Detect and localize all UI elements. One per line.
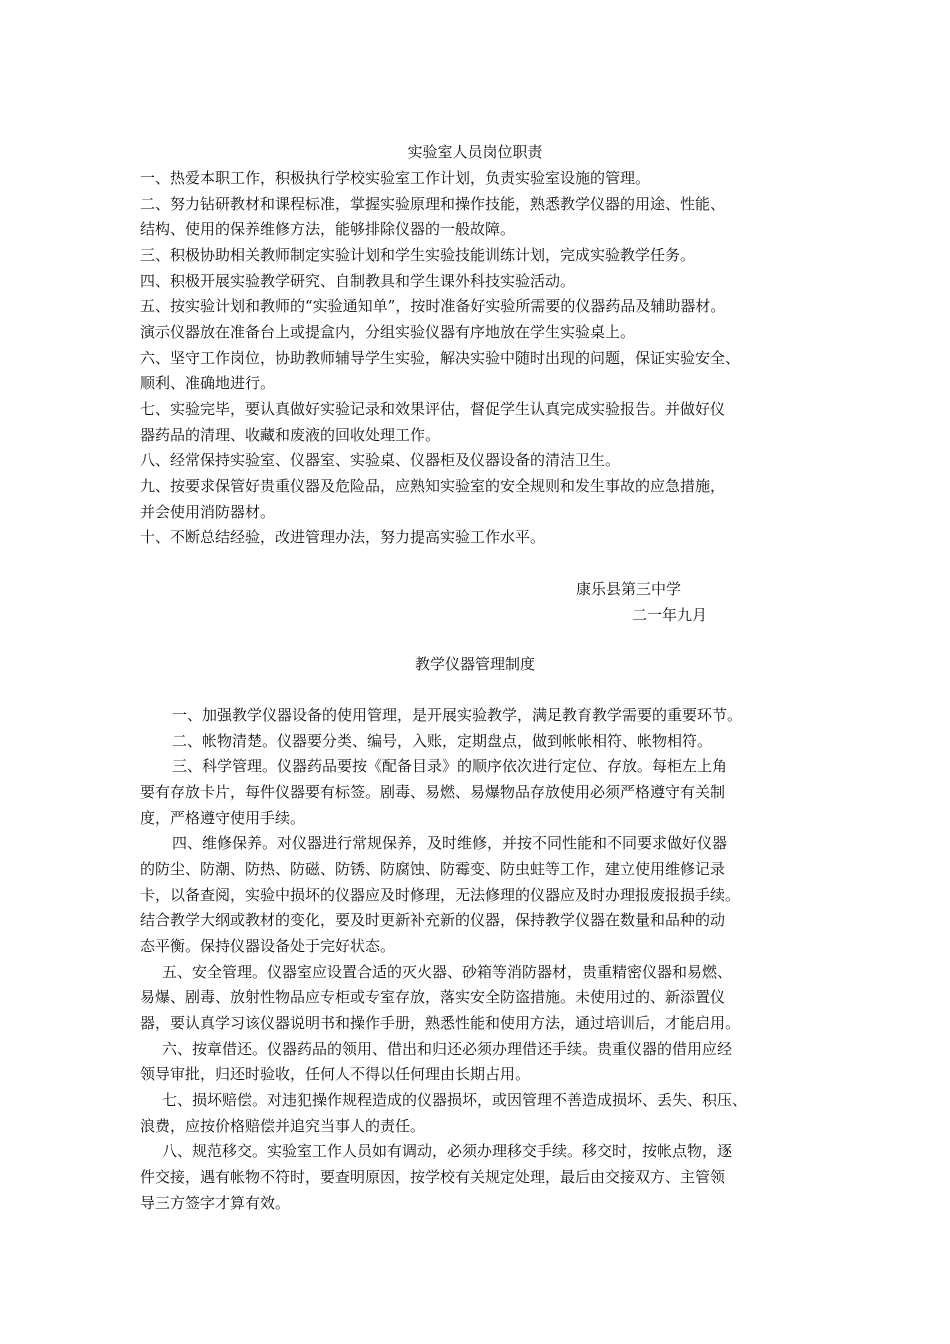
doc2-line: 度，严格遵守使用手续。	[140, 809, 306, 827]
doc1-line: 十、不断总结经验，改进管理办法，努力提高实验工作水平。	[140, 528, 546, 546]
doc2-line: 要有存放卡片，每件仪器要有标签。剧毒、易燃、易爆物品存放使用必须严格遵守有关制	[140, 783, 726, 801]
doc1-title: 实验室人员岗位职责	[407, 143, 543, 161]
doc1-line: 三、积极协助相关教师制定实验计划和学生实验技能训练计划，完成实验教学任务。	[140, 246, 696, 264]
doc1-line: 结构、使用的保养维修方法，能够排除仪器的一般故障。	[140, 220, 516, 238]
doc2-line: 浪费，应按价格赔偿并追究当事人的责任。	[140, 1117, 426, 1135]
doc2-line: 易爆、剧毒、放射性物品应专柜或专室存放，落实安全防盗措施。未使用过的、新添置仪	[140, 988, 726, 1006]
doc1-line: 器药品的清理、收藏和废液的回收处理工作。	[140, 426, 441, 444]
doc2-line: 卡，以备查阅，实验中损坏的仪器应及时修理，无法修理的仪器应及时办理报废报损手续。	[140, 886, 741, 904]
doc1-line: 四、积极开展实验教学研究、自制教具和学生课外科技实验活动。	[140, 272, 576, 290]
doc1-line: 六、坚守工作岗位，协助教师辅导学生实验，解决实验中随时出现的问题，保证实验安全、	[140, 349, 741, 367]
doc2-line: 一、加强教学仪器设备的使用管理，是开展实验教学，满足教育教学需要的重要环节。	[172, 706, 743, 724]
doc2-line: 结合教学大纲或教材的变化，要及时更新补充新的仪器，保持教学仪器在数量和品种的动	[140, 911, 726, 929]
doc2-line: 五、安全管理。仪器室应设置合适的灭火器、砂箱等消防器材，贵重精密仪器和易燃、	[162, 963, 733, 981]
doc1-line: 七、实验完毕，要认真做好实验记录和效果评估，督促学生认真完成实验报告。并做好仪	[140, 400, 726, 418]
doc1-line: 一、热爱本职工作，积极执行学校实验室工作计划，负责实验室设施的管理。	[140, 169, 651, 187]
doc2-line: 六、按章借还。仪器药品的领用、借出和归还必须办理借还手续。贵重仪器的借用应经	[162, 1040, 733, 1058]
school-name: 康乐县第三中学	[576, 580, 682, 598]
doc1-line: 演示仪器放在准备台上或提盒内，分组实验仪器有序地放在学生实验桌上。	[140, 323, 636, 341]
doc1-line: 九、按要求保管好贵重仪器及危险品，应熟知实验室的安全规则和发生事故的应急措施，	[140, 477, 726, 495]
doc1-line: 顺利、准确地进行。	[140, 374, 276, 392]
issue-date: 二一年九月	[632, 606, 708, 624]
doc1-line: 并会使用消防器材。	[140, 503, 276, 521]
doc2-line: 的防尘、防潮、防热、防磁、防锈、防腐蚀、防霉变、防虫蛀等工作，建立使用维修记录	[140, 860, 726, 878]
doc2-line: 七、损坏赔偿。对违犯操作规程造成的仪器损坏，或因管理不善造成损坏、丢失、积压、	[162, 1091, 748, 1109]
doc1-line: 八、经常保持实验室、仪器室、实验桌、仪器柜及仪器设备的清洁卫生。	[140, 451, 621, 469]
doc2-line: 三、科学管理。仪器药品要按《配备目录》的顺序依次进行定位、存放。每柜左上角	[172, 757, 728, 775]
doc1-line: 五、按实验计划和教师的“实验通知单”，按时准备好实验所需要的仪器药品及辅助器材。	[140, 297, 726, 315]
doc2-title: 教学仪器管理制度	[414, 655, 535, 673]
doc1-line: 二、努力钻研教材和课程标准，掌握实验原理和操作技能，熟悉教学仪器的用途、性能、	[140, 195, 726, 213]
doc2-line: 导三方签字才算有效。	[140, 1194, 291, 1212]
doc2-line: 态平衡。保持仪器设备处于完好状态。	[140, 937, 396, 955]
doc2-line: 二、帐物清楚。仪器要分类、编号，入账，定期盘点，做到帐帐相符、帐物相符。	[172, 732, 713, 750]
doc2-line: 八、规范移交。实验室工作人员如有调动，必须办理移交手续。移交时，按帐点物，逐	[162, 1142, 733, 1160]
doc2-line: 件交接，遇有帐物不符时，要查明原因，按学校有关规定处理，最后由交接双方、主管领	[140, 1168, 726, 1186]
doc2-line: 领导审批，归还时验收，任何人不得以任何理由长期占用。	[140, 1065, 531, 1083]
doc2-line: 器，要认真学习该仪器说明书和操作手册，熟悉性能和使用方法，通过培训后，才能启用。	[140, 1014, 741, 1032]
doc2-line: 四、维修保养。对仪器进行常规保养，及时维修，并按不同性能和不同要求做好仪器	[172, 834, 728, 852]
